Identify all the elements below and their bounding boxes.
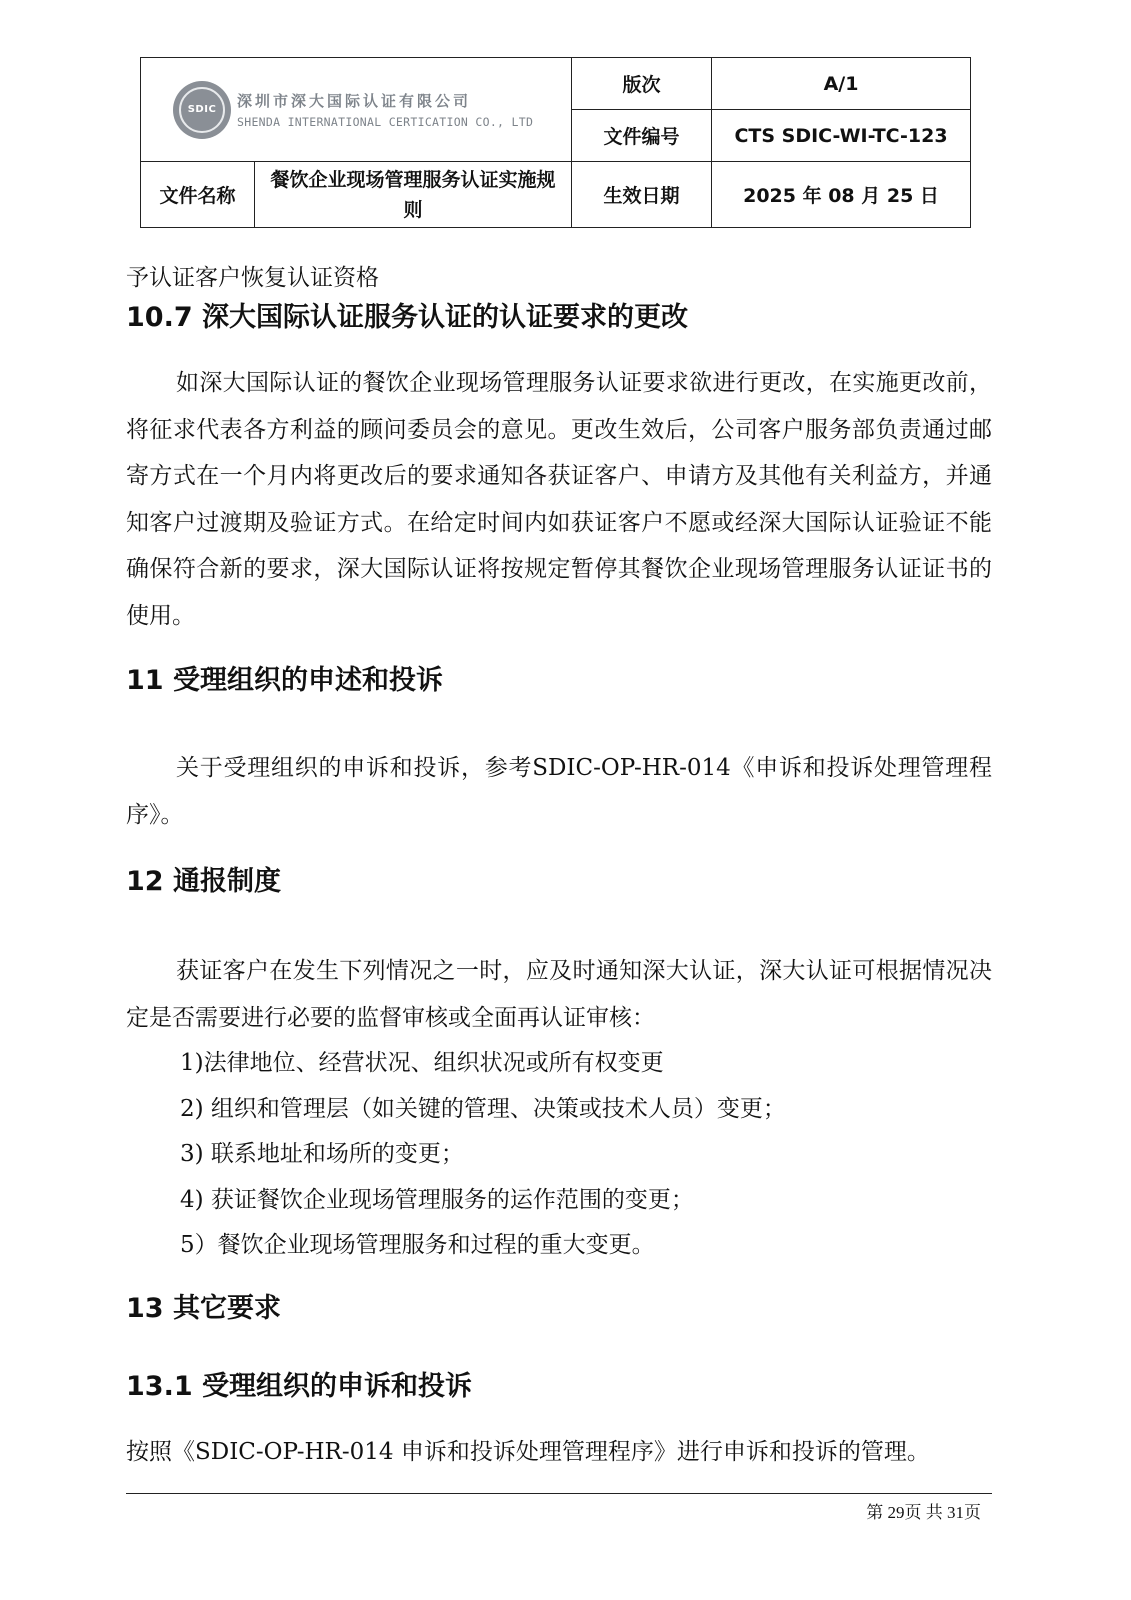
section-13-heading: 13 其它要求: [126, 1292, 281, 1324]
version-value: A/1: [712, 58, 971, 110]
section-13-1-paragraph: 按照《SDIC-OP-HR-014 申诉和投诉处理管理程序》进行申诉和投诉的管理。: [126, 1438, 930, 1465]
effective-date-value: 2025 年 08 月 25 日: [712, 162, 971, 228]
section-12-paragraph: 获证客户在发生下列情况之一时，应及时通知深大认证，深大认证可根据情况决定是否需要进行必要的监督审核或全面再认证审核：: [126, 958, 992, 1031]
version-label: 版次: [572, 58, 712, 110]
continued-text: 予认证客户恢复认证资格: [126, 265, 379, 291]
section-10-7-heading: 10.7 深大国际认证服务认证的认证要求的更改: [126, 302, 689, 333]
company-seal-logo: SDIC: [173, 81, 231, 139]
section-11-paragraph: 关于受理组织的申诉和投诉，参考SDIC-OP-HR-014《申诉和投诉处理管理程序》。: [126, 755, 992, 828]
document-header-table: [140, 57, 971, 228]
effective-date-label: 生效日期: [572, 162, 712, 228]
company-name-en: SHENDA INTERNATIONAL CERTICATION CO., LTD: [237, 115, 534, 129]
list-item: 1)法律地位、经营状况、组织状况或所有权变更: [180, 1050, 664, 1076]
document-body: [126, 258, 992, 1475]
doc-name-value: 餐饮企业现场管理服务认证实施规则: [255, 162, 572, 228]
section-11-heading: 11 受理组织的申述和投诉: [126, 665, 443, 696]
company-name-cn: 深圳市深大国际认证有限公司: [237, 92, 472, 110]
list-item: 3) 联系地址和场所的变更；: [180, 1141, 464, 1167]
doc-number-value: CTS SDIC-WI-TC-123: [712, 110, 971, 162]
doc-number-label: 文件编号: [572, 110, 712, 162]
page-number: 第 29页 共 31页: [866, 1503, 981, 1522]
list-item: 2) 组织和管理层（如关键的管理、决策或技术人员）变更；: [180, 1095, 786, 1122]
company-logo-cell: [141, 58, 572, 162]
section-10-7-paragraph: 如深大国际认证的餐饮企业现场管理服务认证要求欲进行更改，在实施更改前，将征求代表各方利益的顾问委员会的意见。更改生效后，公司客户服务部负责通过邮寄方式在一个月内将更改后的要求通知各获证客户、申请方及其他有关利益方，并通知客户过渡期及验证方式。在给定时间内如获证客户不愿或经深大国际认证验证不能确保符合新的要求，深大国际认证将按规定暂停其餐饮企业现场管理服务认证证书的使用。: [126, 370, 992, 629]
list-item: 5）餐饮企业现场管理服务和过程的重大变更。: [180, 1232, 655, 1258]
section-13-1-heading: 13.1 受理组织的申诉和投诉: [126, 1370, 473, 1402]
list-item: 4) 获证餐饮企业现场管理服务的运作范围的变更；: [180, 1186, 694, 1213]
doc-name-label: 文件名称: [141, 162, 255, 228]
footer-divider: [126, 1493, 992, 1494]
section-12-heading: 12 通报制度: [126, 866, 281, 897]
